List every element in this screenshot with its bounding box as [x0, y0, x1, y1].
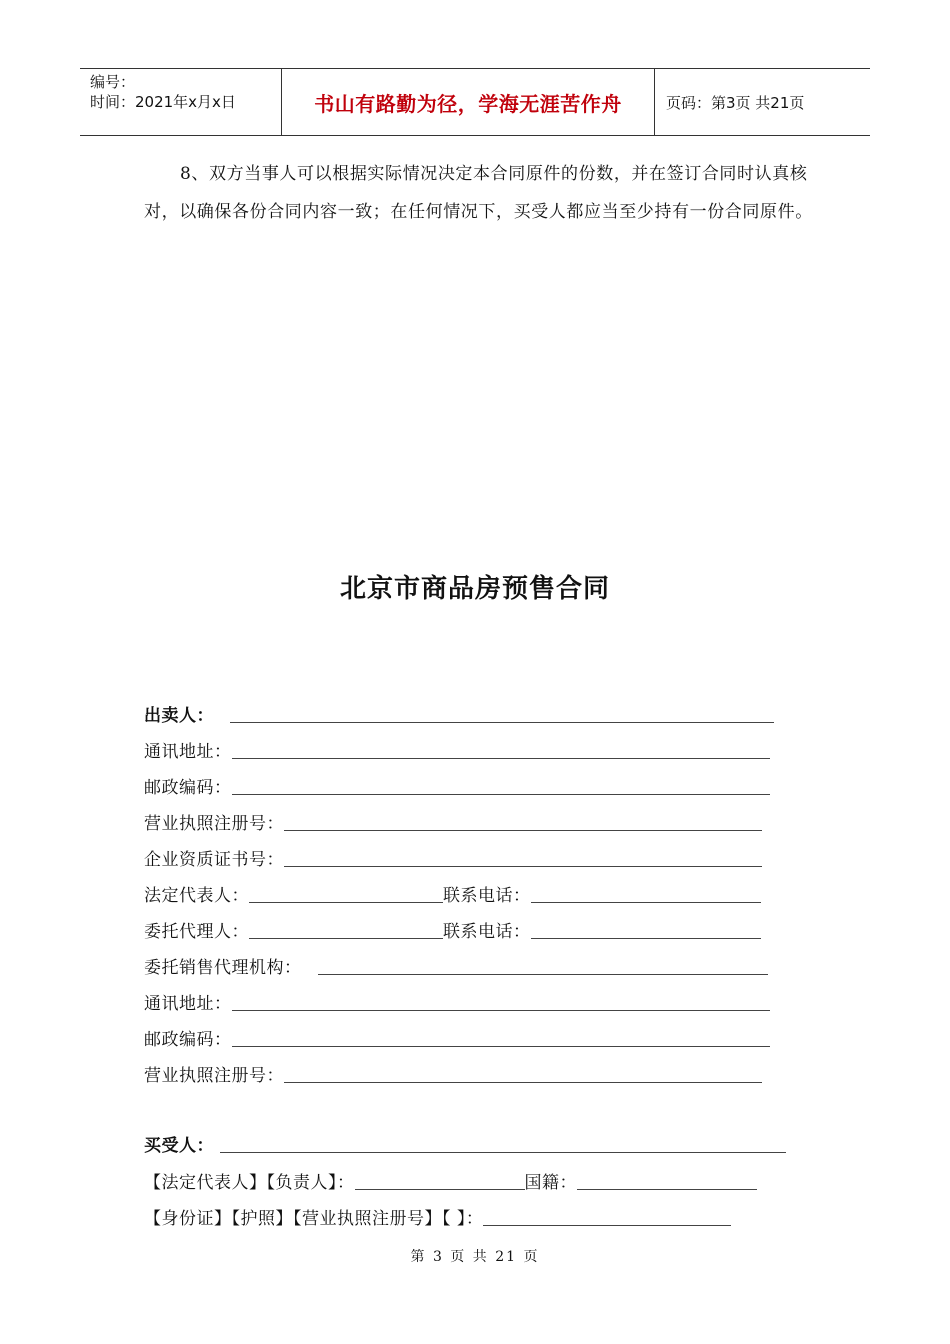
buyer-rep-field[interactable]: [355, 1188, 525, 1190]
legal-rep-label: 法定代表人：: [144, 886, 249, 906]
page-footer: 第 3 页 共 21 页: [410, 1249, 540, 1265]
seller-address-row: [144, 736, 770, 762]
document-date: 时间：2021年x月x日: [90, 93, 236, 111]
buyer-id-label: 【身份证】【护照】【营业执照注册号】【 】：: [144, 1209, 484, 1229]
contract-title: 北京市商品房预售合同: [339, 574, 610, 604]
seller-license-row: [144, 808, 762, 834]
buyer-row: [144, 1130, 786, 1156]
legal-rep-phone-label: 联系电话：: [443, 886, 531, 906]
agency-postcode-row: [144, 1024, 770, 1050]
header-meta: [80, 69, 282, 135]
agent-phone-label: 联系电话：: [443, 922, 531, 942]
agent-row: [144, 916, 761, 942]
agent-label: 委托代理人：: [144, 922, 249, 942]
seller-field[interactable]: [230, 721, 774, 723]
seller-qualification-label: 企业资质证书号：: [144, 850, 284, 870]
sales-agency-row: [144, 952, 768, 978]
agency-address-row: [144, 988, 770, 1014]
header-page-info: 页码：第3页 共21页: [666, 93, 805, 112]
seller-row: [144, 700, 774, 726]
agency-license-row: [144, 1060, 762, 1086]
legal-rep-phone-field[interactable]: [531, 901, 761, 903]
page-header: [80, 68, 870, 136]
legal-rep-row: [144, 880, 761, 906]
seller-license-label: 营业执照注册号：: [144, 814, 284, 834]
agency-postcode-label: 邮政编码：: [144, 1030, 232, 1050]
buyer-rep-row: [144, 1167, 757, 1193]
document-number-label: 编号：: [90, 73, 136, 91]
agent-phone-field[interactable]: [531, 937, 761, 939]
buyer-label: 买受人：: [144, 1136, 214, 1156]
nationality-field[interactable]: [577, 1188, 757, 1190]
seller-address-label: 通讯地址：: [144, 742, 232, 762]
agency-address-field[interactable]: [232, 1009, 770, 1011]
agent-field[interactable]: [249, 937, 443, 939]
buyer-field[interactable]: [220, 1151, 786, 1153]
seller-license-field[interactable]: [284, 829, 762, 831]
agency-license-label: 营业执照注册号：: [144, 1066, 284, 1086]
seller-postcode-row: [144, 772, 770, 798]
nationality-label: 国籍：: [524, 1173, 577, 1193]
seller-postcode-label: 邮政编码：: [144, 778, 232, 798]
header-motto: 书山有路勤为径，学海无涯苦作舟: [282, 69, 655, 135]
clause-8-paragraph: 8、双方当事人可以根据实际情况决定本合同原件的份数，并在签订合同时认真核对，以确保各份合同内容一致；在任何情况下，买受人都应当至少持有一份合同原件。: [144, 164, 813, 222]
buyer-id-field[interactable]: [483, 1224, 731, 1226]
sales-agency-label: 委托销售代理机构：: [144, 958, 302, 978]
seller-qualification-field[interactable]: [284, 865, 762, 867]
buyer-id-row: [144, 1203, 731, 1229]
sales-agency-field[interactable]: [318, 973, 768, 975]
seller-postcode-field[interactable]: [232, 793, 770, 795]
seller-address-field[interactable]: [232, 757, 770, 759]
agency-license-field[interactable]: [284, 1081, 762, 1083]
seller-qualification-row: [144, 844, 762, 870]
buyer-rep-label: 【法定代表人】【负责人】：: [144, 1173, 355, 1193]
agency-address-label: 通讯地址：: [144, 994, 232, 1014]
seller-label: 出卖人：: [144, 706, 214, 726]
legal-rep-field[interactable]: [249, 901, 443, 903]
agency-postcode-field[interactable]: [232, 1045, 770, 1047]
